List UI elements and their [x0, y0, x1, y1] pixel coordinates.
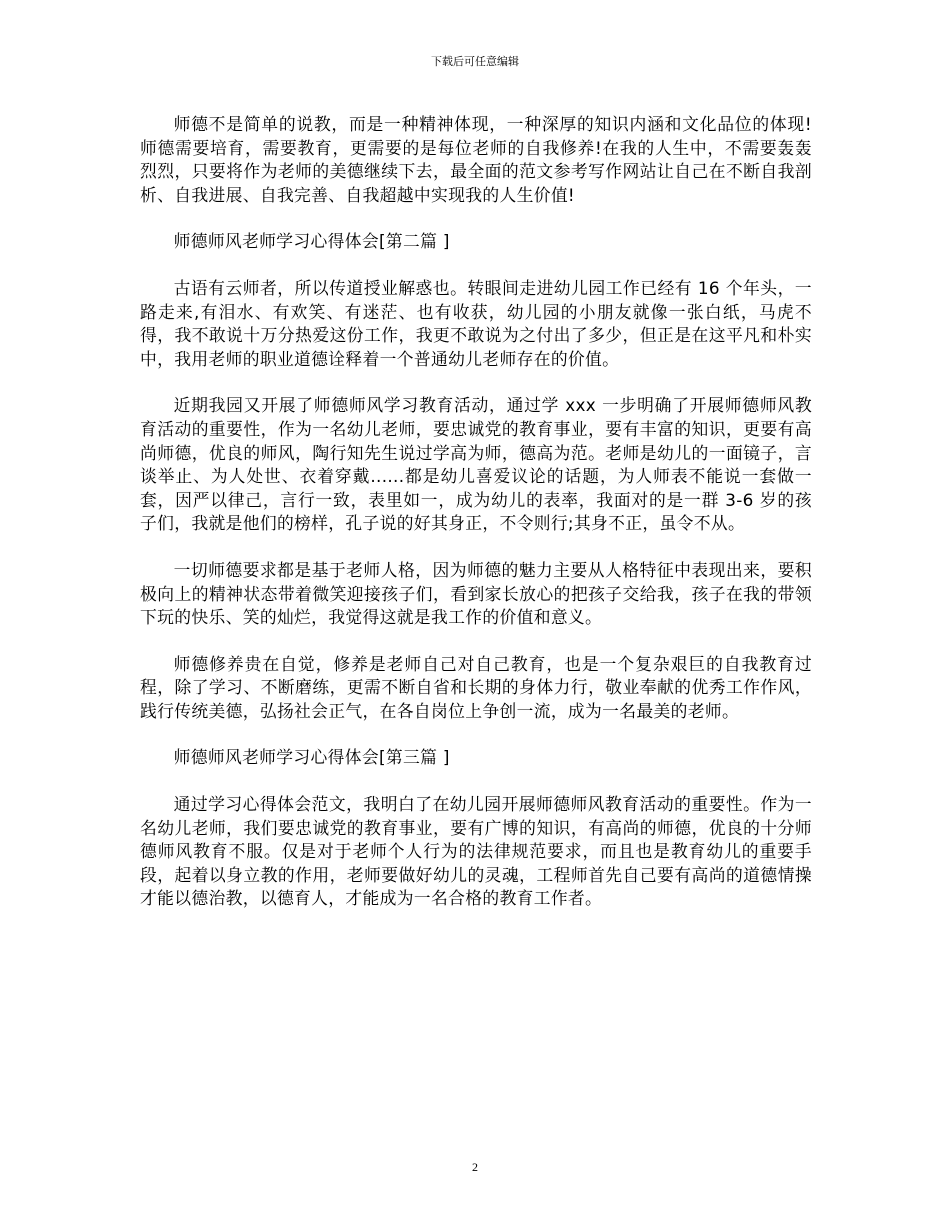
document-body [140, 113, 812, 934]
paragraph-self-cultivation: 师德修养贵在自觉，修养是老师自己对自己教育，也是一个复杂艰巨的自我教育过程，除了学习、不断磨练，更需不断自省和长期的身体力行，敬业奉献的优秀工作作风，践行传统美德，弘扬社会正气，在各自岗位上争创一流，成为一名最美的老师。 [140, 653, 812, 721]
paragraph-teacher-ethics-intro: 师德不是简单的说教，而是一种精神体现，一种深厚的知识内涵和文化品位的体现!师德需要培育，需要教育，更需要的是每位老师的自我修养!在我的人生中，不需要轰轰烈烈，只要将作为老师的美德继续下去，最全面的范文参考写作网站让自己在不断自我剖析、自我进展、自我完善、自我超越中实现我的人生价值! [140, 114, 812, 205]
section-heading-part-three: 师德师风老师学习心得体会[第三篇 ] [173, 747, 450, 768]
paragraph-ancient-saying: 古语有云师者，所以传道授业解惑也。转眼间走进幼儿园工作已经有 16 个年头，一路走来,有泪水、有欢笑、有迷茫、也有收获，幼儿园的小朋友就像一张白纸，马虎不得，我不敢说十万分热爱这份工作，我更不敢说为之付出了多少，但正是在这平凡和朴实中，我用老师的职业道德诠释着一个普通幼儿老师存在的价值。 [140, 277, 812, 369]
paragraph-recent-activity: 近期我园又开展了师德师风学习教育活动，通过学 xxx 一步明确了开展师德师风教育活动的重要性，作为一名幼儿老师，要忠诚党的教育事业，要有丰富的知识，更要有高尚师德，优良的师风，陶行知先生说过学高为师，德高为范。老师是幼儿的一面镜子，言谈举止、为人处世、衣着穿戴......都是幼儿喜爱议论的话题，为人师表不能说一套做一套，因严以律己，言行一致，表里如一，成为幼儿的表率，我面对的是一群 3-6 岁的孩子们，我就是他们的榜样，孔子说的好其身正，不令则行;其身不正，虽令不从。 [140, 395, 812, 534]
paragraph-study-reflection: 通过学习心得体会范文，我明白了在幼儿园开展师德师风教育活动的重要性。作为一名幼儿老师，我们要忠诚党的教育事业，要有广博的知识，有高尚的师德，优良的十分师德师风教育不服。仅是对于老师个人行为的法律规范要求，而且也是教育幼儿的重要手段，起着以身立教的作用，老师要做好幼儿的灵魂，工程师首先自己要有高尚的道德情操才能以德治教，以德育人，才能成为一名合格的教育工作者。 [140, 794, 812, 909]
page-header: 下载后可任意编辑 [431, 55, 519, 68]
paragraph-personality: 一切师德要求都是基于老师人格，因为师德的魅力主要从人格特征中表现出来，要积极向上的精神状态带着微笑迎接孩子们，看到家长放心的把孩子交给我，孩子在我的带领下玩的快乐、笑的灿烂，我觉得这就是我工作的价值和意义。 [140, 559, 812, 628]
section-heading-part-two: 师德师风老师学习心得体会[第二篇 ] [173, 231, 450, 252]
page-number: 2 [472, 1160, 478, 1174]
